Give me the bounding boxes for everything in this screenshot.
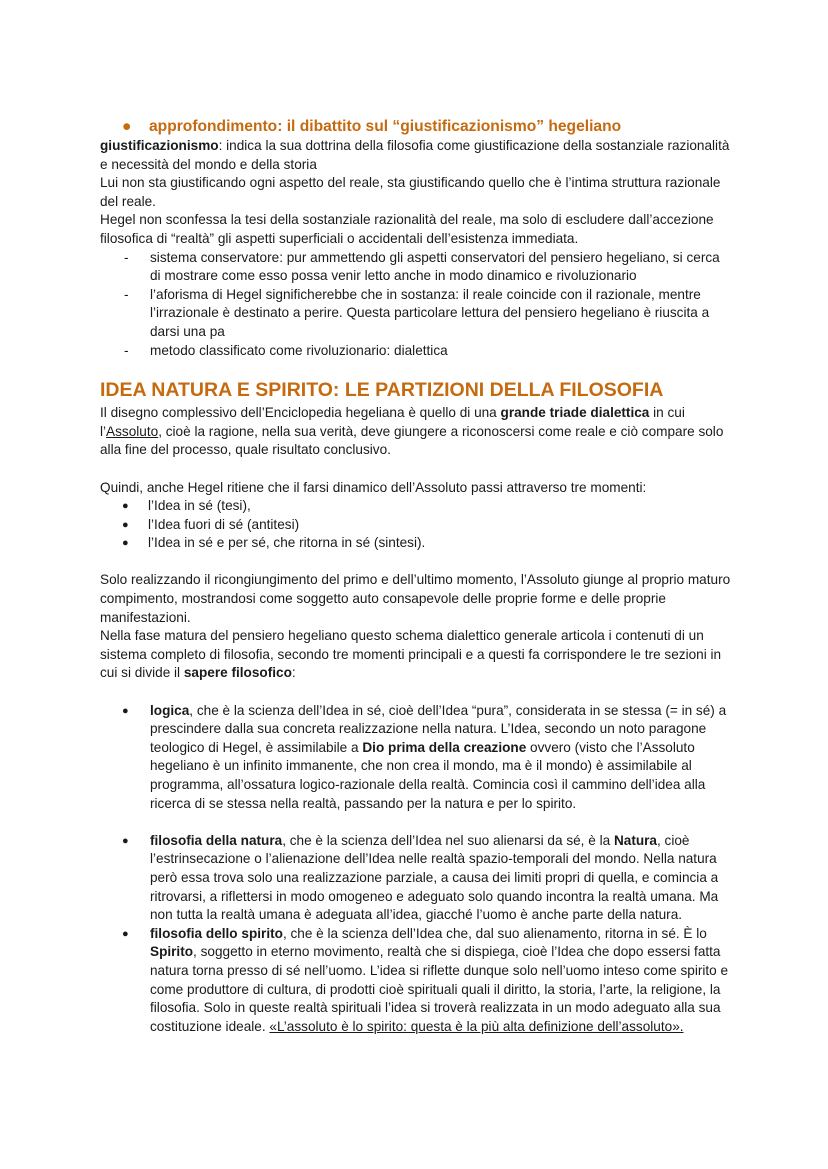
term-giustificazionismo: giustificazionismo [100, 138, 219, 153]
dash-marker: - [124, 249, 129, 265]
bullet-icon: ● [122, 118, 132, 135]
page-title: IDEA NATURA E SPIRITO: LE PARTIZIONI DELLA FILOSOFIA [100, 379, 664, 402]
document-body [100, 116, 732, 1036]
intro-paragraph: giustificazionismo: indica la sua dottrina della filosofia come giustificazione della sostanziale razionalità e necessità del mondo e della storia [100, 138, 730, 172]
list-item-natura: ● filosofia della natura, che è la scienza dell’Idea nel suo alienarsi da sé, è la Natura, cioè l’estrinsecazione o l’alienazione dell’Idea nelle realtà spazio-temporali del mondo. Nella natura però essa trova solo una realizzazione parziale, a causa dei limiti propri di quella, e comincia a ritrovarsi, a riflettersi in modo omogeneo e adeguato solo quando incontra la realtà umana. Ma non tutta la realtà umana è adeguata all’idea, giacché l’uomo è anche parte della natura. [100, 832, 732, 925]
paragraph-compimento: Solo realizzando il ricongiungimento del primo e dell’ultimo momento, l’Assoluto giunge al proprio maturo compimento, mostrandosi come soggetto auto consapevole delle proprie forme e delle proprie manifestazioni. [100, 572, 731, 625]
list-item: - sistema conservatore: pur ammettendo gli aspetti conservatori del pensiero hegeliano, si cerca di mostrare come esso possa venir letto anche in modo dinamico e rivoluzionario [100, 249, 732, 286]
intro-paragraph-3: Hegel non sconfessa la tesi della sostanziale razionalità del reale, ma solo di escludere dall’accezione filosofica di “realtà” gli aspetti superficiali o accidentali dell’esistenza immediata. [100, 212, 714, 246]
bullet-icon: ● [122, 834, 129, 847]
dash-marker: - [124, 342, 129, 358]
list-item-spirito: ● filosofia dello spirito, che è la scienza dell’Idea che, dal suo alienamento, ritorna in sé. È lo Spirito, soggetto in eterno movimento, realtà che si dispiega, cioè l’Idea che dopo essersi fatta natura torna presso di sé nell’uomo. L’idea si riflette dunque solo nell’uomo inteso come spirito e come produttore di cultura, di prodotti cioè spirituali quali il diritto, la storia, l’arte, la religione, la filosofia. Solo in queste realtà spirituali l’idea si troverà realizzata in un modo adeguato alla sua costituzione ideale. «L’assoluto è lo spirito: questa è la più alta definizione dell’assoluto». [100, 925, 732, 1037]
moments-list [100, 497, 732, 553]
sections-list [100, 702, 732, 814]
paragraph-sistema: Nella fase matura del pensiero hegeliano questo schema dialettico generale articola i contenuti di un sistema completo di filosofia, secondo tre momenti principali e a questi fa corrispondere le tre sezioni in cui si divide il sapere filosofico: [100, 628, 722, 681]
list-item: - l’aforisma di Hegel significherebbe che in sostanza: il reale coincide con il razionale, mentre l’irrazionale è destinato a perire. Questa particolare lettura del pensiero hegeliano è riuscita a darsi una pa [100, 286, 732, 342]
spacer [100, 683, 732, 702]
bullet-icon: ● [122, 500, 129, 513]
sections-list-2 [100, 832, 732, 1037]
paragraph-triade: Il disegno complessivo dell’Enciclopedia hegeliana è quello di una grande triade dialettica in cui l’Assoluto, cioè la ragione, nella sua verità, deve giungere a riconoscersi come reale e ciò compare solo alla fine del processo, quale risultato conclusivo. [100, 405, 724, 458]
list-item: - metodo classificato come rivoluzionario: dialettica [100, 342, 732, 361]
intro-paragraph-2: Lui non sta giustificando ogni aspetto del reale, sta giustificando quello che è l’intima struttura razionale del reale. [100, 175, 721, 209]
section-heading [122, 116, 732, 137]
spacer [100, 813, 732, 832]
dash-marker: - [124, 286, 129, 302]
spacer [100, 460, 732, 479]
dash-list [100, 249, 732, 361]
bullet-icon: ● [122, 518, 129, 531]
list-item: ● l’Idea in sé e per sé, che ritorna in sé (sintesi). [100, 534, 732, 553]
link-assoluto[interactable]: Assoluto [106, 423, 159, 439]
list-item: ● l’Idea fuori di sé (antitesi) [100, 516, 732, 535]
quote-link[interactable]: «L’assoluto è lo spirito: questa è la più alta definizione dell’assoluto». [269, 1018, 684, 1034]
spacer [100, 553, 732, 572]
bullet-icon: ● [122, 537, 129, 550]
section-heading-text: approfondimento: il dibattito sul “giustificazionismo” hegeliano [149, 118, 622, 135]
list-item-logica: ● logica, che è la scienza dell’Idea in sé, cioè dell’Idea “pura”, considerata in se stessa (= in sé) a prescindere dalla sua concreta realizzazione nella natura. L’Idea, secondo un noto paragone teologico di Hegel, è assimilabile a Dio prima della creazione ovvero (visto che l’Assoluto hegeliano è un infinito immanente, che non crea il mondo, ma è il mondo) è assimilabile al programma, all’ossatura logico-razionale della realtà. Comincia così il cammino dell’idea alla ricerca di se stessa nella realtà, passando per la natura e per lo spirito. [100, 702, 732, 814]
bullet-icon: ● [122, 704, 129, 717]
bullet-icon: ● [122, 927, 129, 940]
paragraph-momenti: Quindi, anche Hegel ritiene che il farsi dinamico dell’Assoluto passi attraverso tre momenti: [100, 479, 647, 495]
list-item: ● l’Idea in sé (tesi), [100, 497, 732, 516]
